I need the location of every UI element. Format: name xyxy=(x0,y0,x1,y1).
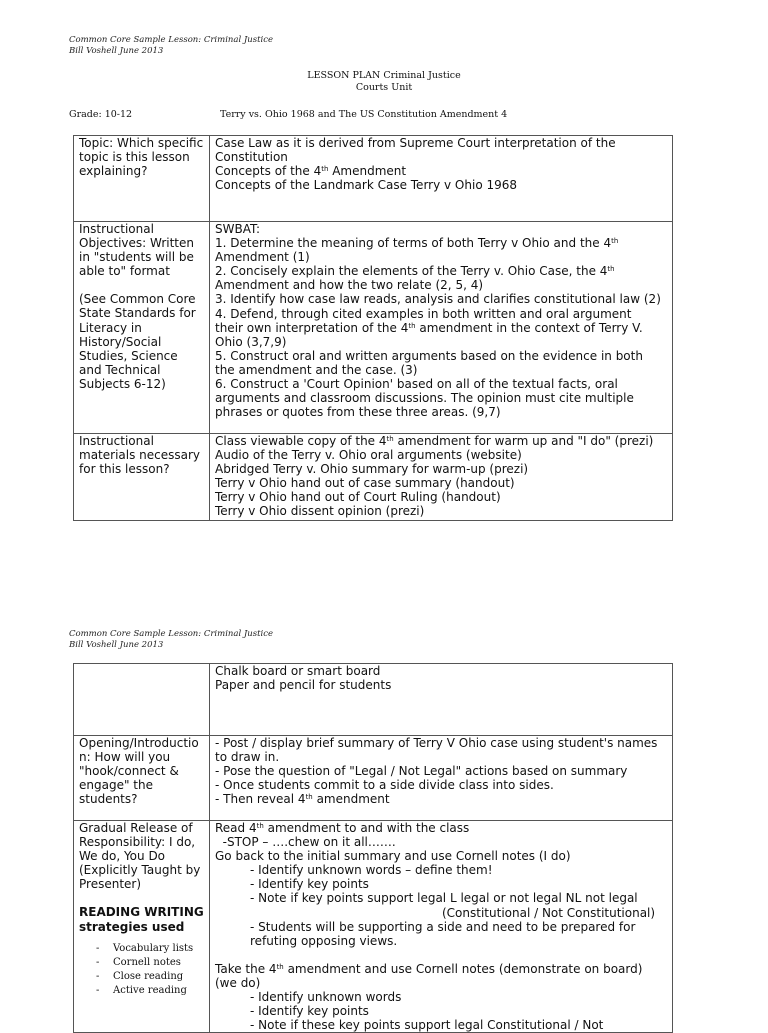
gradual-line: - Identify unknown words xyxy=(250,990,402,1005)
empty-label-cell xyxy=(74,664,210,736)
objective-line: their own interpretation of the 4th amendment in the context of Terry V. xyxy=(215,320,643,335)
objective-line: Amendment and how the two relate (2, 5, 4) xyxy=(215,278,484,293)
topic-line: Case Law as it is derived from Supreme Court interpretation of the xyxy=(215,136,616,150)
strategy-item: - Close reading xyxy=(79,970,204,984)
topic-line: Concepts of the Landmark Case Terry v Ohio 1968 xyxy=(215,178,518,193)
lesson-topic-line: Terry vs. Ohio 1968 and The US Constitution Amendment 4 xyxy=(220,109,508,120)
gradual-line: Read 4th amendment to and with the class xyxy=(215,821,470,835)
topic-line: Concepts of the 4th Amendment xyxy=(215,164,407,179)
gradual-line: Go back to the initial summary and use Cornell notes (I do) xyxy=(215,849,571,864)
objective-line: Ohio (3,7,9) xyxy=(215,334,287,349)
lesson-title: LESSON PLAN Criminal Justice xyxy=(307,70,461,81)
objective-line: arguments and classroom discussions. The opinion must cite multiple xyxy=(215,391,634,406)
strategy-item: - Vocabulary lists xyxy=(79,942,204,956)
topic-label: Topic: Which specific topic is this lesson explaining? xyxy=(74,136,210,222)
gradual-line: - Note if key points support legal L legal or not legal NL not legal xyxy=(250,891,638,906)
opening-line: to draw in. xyxy=(215,750,280,765)
objective-line: phrases or quotes from these three areas. (9,7) xyxy=(215,405,501,420)
topic-content xyxy=(210,136,673,222)
material-line: Paper and pencil for students xyxy=(215,678,392,693)
strategies-heading: READING WRITING strategies used xyxy=(79,905,204,934)
gradual-release-content xyxy=(210,821,673,1033)
materials-content xyxy=(210,434,673,521)
material-line: Abridged Terry v. Ohio summary for warm-up (prezi) xyxy=(215,462,529,477)
gradual-line: - Identify key points xyxy=(250,1004,369,1019)
objectives-label-text: Instructional Objectives: Written in "students will be able to" format xyxy=(79,222,195,279)
strategy-item: - Active reading xyxy=(79,984,204,998)
material-line: Terry v Ohio hand out of Court Ruling (handout) xyxy=(215,490,501,505)
gradual-release-label-text: Gradual Release of Responsibility: I do, We do, You Do (Explicitly Taught by Presenter) xyxy=(79,821,201,892)
opening-label-line: Opening/Introductio xyxy=(79,736,199,750)
objectives-content xyxy=(210,222,673,434)
gradual-line: - Students will be supporting a side and need to be prepared for xyxy=(250,919,636,934)
topic-line: Constitution xyxy=(215,150,288,165)
header-course: Common Core Sample Lesson: Criminal Justice xyxy=(69,629,274,639)
material-line: Audio of the Terry v. Ohio oral arguments (website) xyxy=(215,448,522,463)
opening-label-line: n: How will you xyxy=(79,750,171,765)
material-line: Chalk board or smart board xyxy=(215,664,381,678)
header-author: Bill Voshell June 2013 xyxy=(69,640,164,650)
opening-label xyxy=(74,736,210,821)
opening-label-line: "hook/connect & xyxy=(79,764,179,779)
gradual-line: - Note if these key points support legal Constitutional / Not xyxy=(250,1018,604,1033)
gradual-line: refuting opposing views. xyxy=(250,933,398,948)
objective-line: 6. Construct a 'Court Opinion' based on all of the textual facts, oral xyxy=(215,377,618,392)
material-line: Terry v Ohio dissent opinion (prezi) xyxy=(215,504,425,519)
gradual-line: (we do) xyxy=(215,975,261,990)
objective-line: 2. Concisely explain the elements of the Terry v. Ohio Case, the 4th xyxy=(215,264,615,279)
gradual-release-label xyxy=(74,821,210,1033)
material-line: Class viewable copy of the 4th amendment for warm up and "I do" (prezi) xyxy=(215,434,654,448)
grade-label: Grade: 10-12 xyxy=(69,109,133,120)
row-topic xyxy=(74,136,673,222)
objectives-standards-note: (See Common Core State Standards for Literacy in History/Social Studies, Science and Technical Subjects 6-12) xyxy=(79,292,196,391)
opening-content xyxy=(210,736,673,821)
row-materials-continued xyxy=(74,664,673,736)
materials-label: Instructional materials necessary for this lesson? xyxy=(74,434,210,521)
objective-line: the amendment and the case. (3) xyxy=(215,362,418,377)
gradual-line: Take the 4th amendment and use Cornell notes (demonstrate on board) xyxy=(215,961,643,976)
strategies-list xyxy=(79,942,204,998)
row-opening xyxy=(74,736,673,821)
gradual-line: - Identify key points xyxy=(250,877,369,892)
row-objectives xyxy=(74,222,673,434)
opening-label-line: students? xyxy=(79,792,138,807)
row-materials xyxy=(74,434,673,521)
objective-line: 1. Determine the meaning of terms of both Terry v Ohio and the 4th xyxy=(215,236,619,251)
gradual-line: -STOP – ….chew on it all……. xyxy=(215,835,396,850)
opening-line: - Pose the question of "Legal / Not Legal" actions based on summary xyxy=(215,764,628,779)
material-line: Terry v Ohio hand out of case summary (handout) xyxy=(215,476,515,491)
opening-label-line: engage" the xyxy=(79,778,153,793)
opening-line: - Post / display brief summary of Terry V Ohio case using student's names xyxy=(215,736,658,750)
objective-line: 5. Construct oral and written arguments based on the evidence in both xyxy=(215,348,643,363)
objective-line: 3. Identify how case law reads, analysis and clarifies constitutional law (2) xyxy=(215,292,661,307)
header-author: Bill Voshell June 2013 xyxy=(69,46,164,56)
gradual-line: - Identify unknown words – define them! xyxy=(250,863,493,878)
header-course: Common Core Sample Lesson: Criminal Justice xyxy=(69,35,274,45)
row-gradual-release xyxy=(74,821,673,1033)
lesson-subtitle: Courts Unit xyxy=(355,82,413,93)
lesson-plan-table xyxy=(73,135,673,521)
page1-header xyxy=(69,35,273,57)
lesson-plan-table-continued xyxy=(73,663,673,1033)
objective-line: SWBAT: xyxy=(215,222,261,236)
materials-continued-content xyxy=(210,664,673,736)
page2-header xyxy=(69,629,273,651)
opening-line: - Once students commit to a side divide class into sides. xyxy=(215,778,554,793)
objective-line: 4. Defend, through cited examples in both written and oral argument xyxy=(215,306,632,321)
objectives-label xyxy=(74,222,210,434)
gradual-line: (Constitutional / Not Constitutional) xyxy=(442,905,656,920)
objective-line: Amendment (1) xyxy=(215,250,310,265)
strategy-item: - Cornell notes xyxy=(79,956,204,970)
opening-line: - Then reveal 4th amendment xyxy=(215,792,390,807)
